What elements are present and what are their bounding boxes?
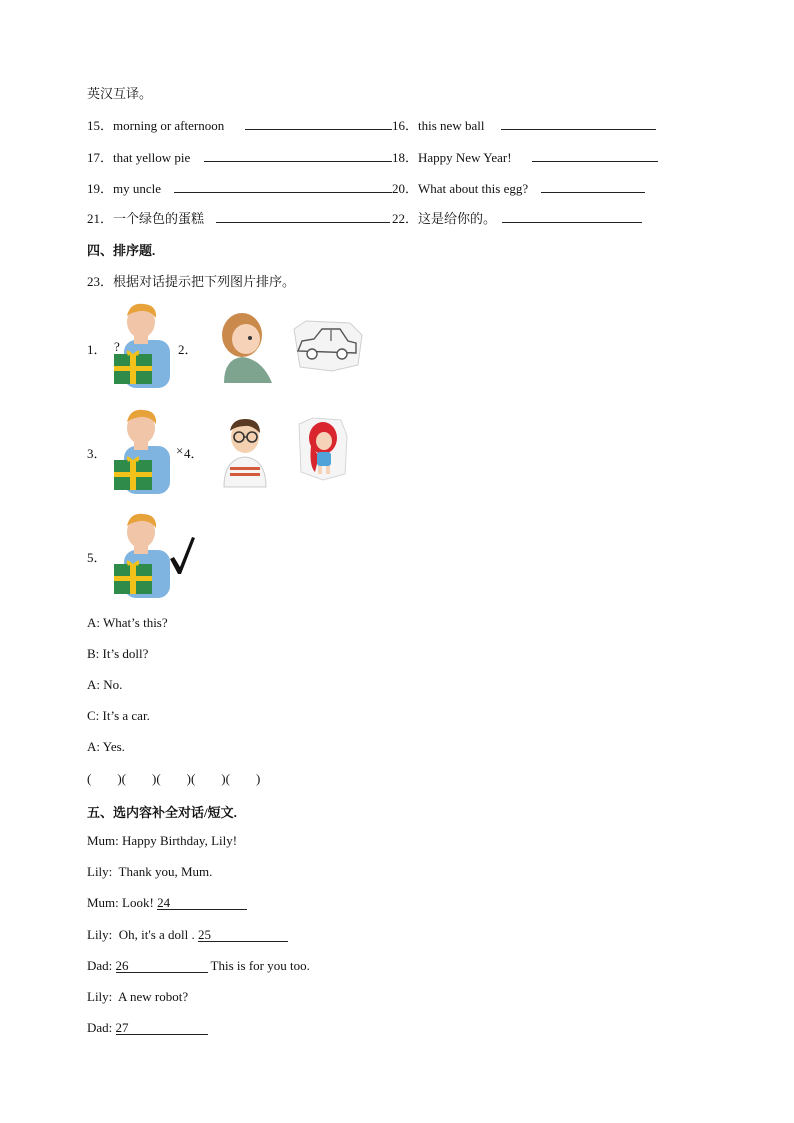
answer-line-20[interactable] bbox=[541, 192, 645, 193]
item-22: 22．这是给你的。 bbox=[392, 211, 497, 226]
answer-line-16[interactable] bbox=[501, 129, 656, 130]
item-15: 15．morning or afternoon bbox=[87, 118, 225, 133]
s5-line-2: Lily: Thank you, Mum. bbox=[87, 864, 213, 879]
item-18: 18．Happy New Year! bbox=[392, 150, 512, 165]
s5-line-6: Lily: A new robot? bbox=[87, 989, 189, 1004]
s5-line-7: Dad: 27 bbox=[87, 1020, 208, 1036]
answer-line-15[interactable] bbox=[245, 129, 392, 130]
question-23: 23．根据对话提示把下列图片排序。 bbox=[87, 274, 296, 289]
label-2: 2． bbox=[178, 342, 198, 357]
s5-line-4: Lily: Oh, it's a doll . 25 bbox=[87, 927, 288, 943]
dialogue-line-5: A: Yes. bbox=[87, 739, 125, 754]
dialogue-line-1: A: What’s this? bbox=[87, 615, 168, 630]
label-1: 1． bbox=[87, 342, 107, 357]
answer-line-18[interactable] bbox=[532, 161, 658, 162]
girl-image bbox=[216, 311, 272, 383]
item-20: 20．What about this egg? bbox=[392, 181, 529, 196]
label-5: 5． bbox=[87, 550, 107, 565]
s5-line-1: Mum: Happy Birthday, Lily! bbox=[87, 833, 238, 848]
blank-24[interactable]: 24 bbox=[157, 895, 247, 910]
answer-line-19[interactable] bbox=[174, 192, 392, 193]
man-with-gift-image bbox=[110, 302, 176, 388]
question-mark: ? bbox=[114, 339, 120, 354]
dialogue-line-4: C: It’s a car. bbox=[87, 708, 150, 723]
label-4: 4． bbox=[184, 446, 204, 461]
answer-line-22[interactable] bbox=[502, 222, 642, 223]
blank-27[interactable]: 27 bbox=[116, 1020, 208, 1035]
item-16: 16．this new ball bbox=[392, 118, 485, 133]
man-with-gift-image bbox=[110, 512, 176, 598]
dialogue-line-3: A: No. bbox=[87, 677, 123, 692]
blank-26[interactable]: 26 bbox=[116, 958, 208, 973]
answer-line-21[interactable] bbox=[216, 222, 390, 223]
s5-line-3: Mum: Look! 24 bbox=[87, 895, 247, 911]
answer-brackets[interactable]: ( )( )( )( )( ) bbox=[87, 771, 261, 786]
item-21: 21．一个绿色的蛋糕 bbox=[87, 211, 205, 226]
section4-title: 四、排序题. bbox=[87, 243, 156, 258]
answer-line-17[interactable] bbox=[204, 161, 392, 162]
boy-with-glasses-image bbox=[222, 415, 268, 487]
item-19: 19．my uncle bbox=[87, 181, 162, 196]
man-with-gift-image bbox=[110, 408, 176, 494]
section5-title: 五、选内容补全对话/短文. bbox=[87, 805, 237, 820]
dialogue-line-2: B: It’s doll? bbox=[87, 646, 149, 661]
instruction-translate: 英汉互译。 bbox=[87, 86, 153, 101]
wrong-mark: × bbox=[176, 443, 184, 458]
item-17: 17．that yellow pie bbox=[87, 150, 191, 165]
doll-image bbox=[297, 416, 349, 482]
checkmark-icon bbox=[168, 535, 196, 575]
label-3: 3． bbox=[87, 446, 107, 461]
blank-25[interactable]: 25 bbox=[198, 927, 288, 942]
s5-line-5: Dad: 26 This is for you too. bbox=[87, 958, 310, 973]
car-image bbox=[292, 319, 364, 373]
